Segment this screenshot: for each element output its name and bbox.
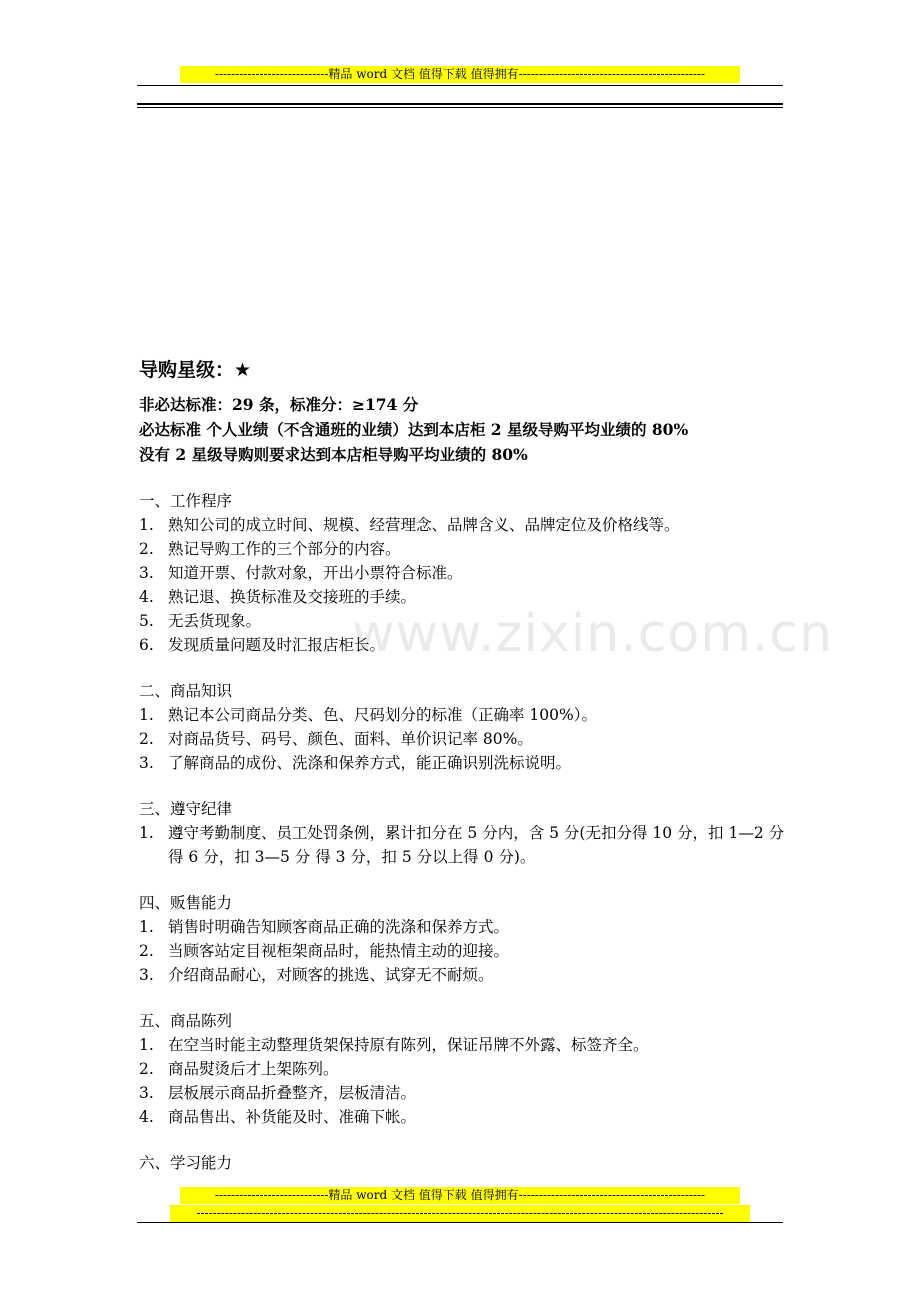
list-item [139,963,789,987]
item-number: 4. [139,1108,154,1126]
header-rule-top [137,103,783,105]
section-heading: 四、贩售能力 [139,894,233,912]
list-item [139,585,789,609]
item-number: 3. [139,966,154,984]
section-product-knowledge [139,679,789,775]
list-item [139,1057,789,1081]
item-number: 1. [139,1036,154,1054]
document-body [139,355,789,1175]
item-number: 2. [139,730,154,748]
item-text: 知道开票、付款对象，开出小票符合标准。 [168,564,463,582]
section-heading: 二、商品知识 [139,682,233,700]
list-item [139,703,789,727]
item-text: 无丢货现象。 [168,612,262,630]
section-merchandise-display [139,1009,789,1129]
header-banner: ----------------------------精品 word 文档 值得下载 值得拥有---------------------------------------------- [180,66,740,83]
item-text: 销售时明确告知顾客商品正确的洗涤和保养方式。 [168,918,510,936]
list-item [139,1081,789,1105]
header-rule-thin [137,85,783,86]
page-title: 导购星级：★ [139,359,252,381]
item-text: 对商品货号、码号、颜色、面料、单价识记率 80%。 [168,730,533,748]
section-learning-ability [139,1151,789,1175]
item-text: 层板展示商品折叠整齐，层板清洁。 [168,1084,417,1102]
standard-line: 必达标准 个人业绩（不含通班的业绩）达到本店柜 2 星级导购平均业绩的 80% [139,420,689,439]
footer-dash-line: ---------------------------------------------------------------------------------------------------------------------------------- [170,1205,750,1222]
item-text: 了解商品的成份、洗涤和保养方式，能正确识别洗标说明。 [168,754,572,772]
footer-rule [137,1222,783,1223]
list-item [139,633,789,657]
item-text: 商品熨烫后才上架陈列。 [168,1060,339,1078]
standard-line: 没有 2 星级导购则要求达到本店柜导购平均业绩的 80% [139,445,528,464]
list-item [139,513,789,537]
item-text: 商品售出、补货能及时、准确下帐。 [168,1108,417,1126]
section-sales-ability [139,891,789,987]
item-number: 5. [139,612,154,630]
item-text: 熟记导购工作的三个部分的内容。 [168,540,401,558]
item-text: 介绍商品耐心，对顾客的挑选、试穿无不耐烦。 [168,966,494,984]
item-number: 6. [139,636,154,654]
list-item [139,727,789,751]
item-number: 3. [139,1084,154,1102]
list-item [139,1033,789,1057]
footer-banner: ----------------------------精品 word 文档 值得下载 值得拥有---------------------------------------------- [180,1187,740,1204]
item-number: 1. [139,706,154,724]
section-heading: 三、遵守纪律 [139,800,233,818]
item-number: 2. [139,540,154,558]
item-number: 3. [139,564,154,582]
item-number: 2. [139,1060,154,1078]
standard-line: 非必达标准：29 条，标准分：≥174 分 [139,395,419,414]
item-number: 1. [139,918,154,936]
item-text: 熟记退、换货标准及交接班的手续。 [168,588,417,606]
list-item [139,1105,789,1129]
item-text: 当顾客站定目视柜架商品时，能热情主动的迎接。 [168,942,510,960]
section-heading: 五、商品陈列 [139,1012,233,1030]
list-item [139,751,789,775]
item-number: 4. [139,588,154,606]
list-item [139,561,789,585]
item-text: 发现质量问题及时汇报店柜长。 [168,636,386,654]
item-text: 熟知公司的成立时间、规模、经营理念、品牌含义、品牌定位及价格线等。 [168,516,680,534]
list-item [139,537,789,561]
header-rule-bottom [137,107,783,108]
section-heading: 六、学习能力 [139,1154,233,1172]
list-item [139,609,789,633]
item-number: 3. [139,754,154,772]
section-discipline [139,797,789,869]
list-item [139,821,789,869]
watermark: www.zixin.com.cn [352,604,833,664]
section-work-procedure [139,489,789,657]
list-item [139,915,789,939]
item-number: 1. [139,516,154,534]
section-heading: 一、工作程序 [139,492,233,510]
item-text: 遵守考勤制度、员工处罚条例，累计扣分在 5 分内，含 5 分(无扣分得 10 分，扣 1—2 分得 6 分，扣 3—5 分 得 3 分，扣 5 分以上得 0 分)。 [168,824,785,866]
list-item [139,939,789,963]
item-number: 1. [139,824,154,842]
item-text: 熟记本公司商品分类、色、尺码划分的标准（正确率 100%）。 [168,706,597,724]
item-text: 在空当时能主动整理货架保持原有陈列，保证吊牌不外露、标签齐全。 [168,1036,649,1054]
item-number: 2. [139,942,154,960]
